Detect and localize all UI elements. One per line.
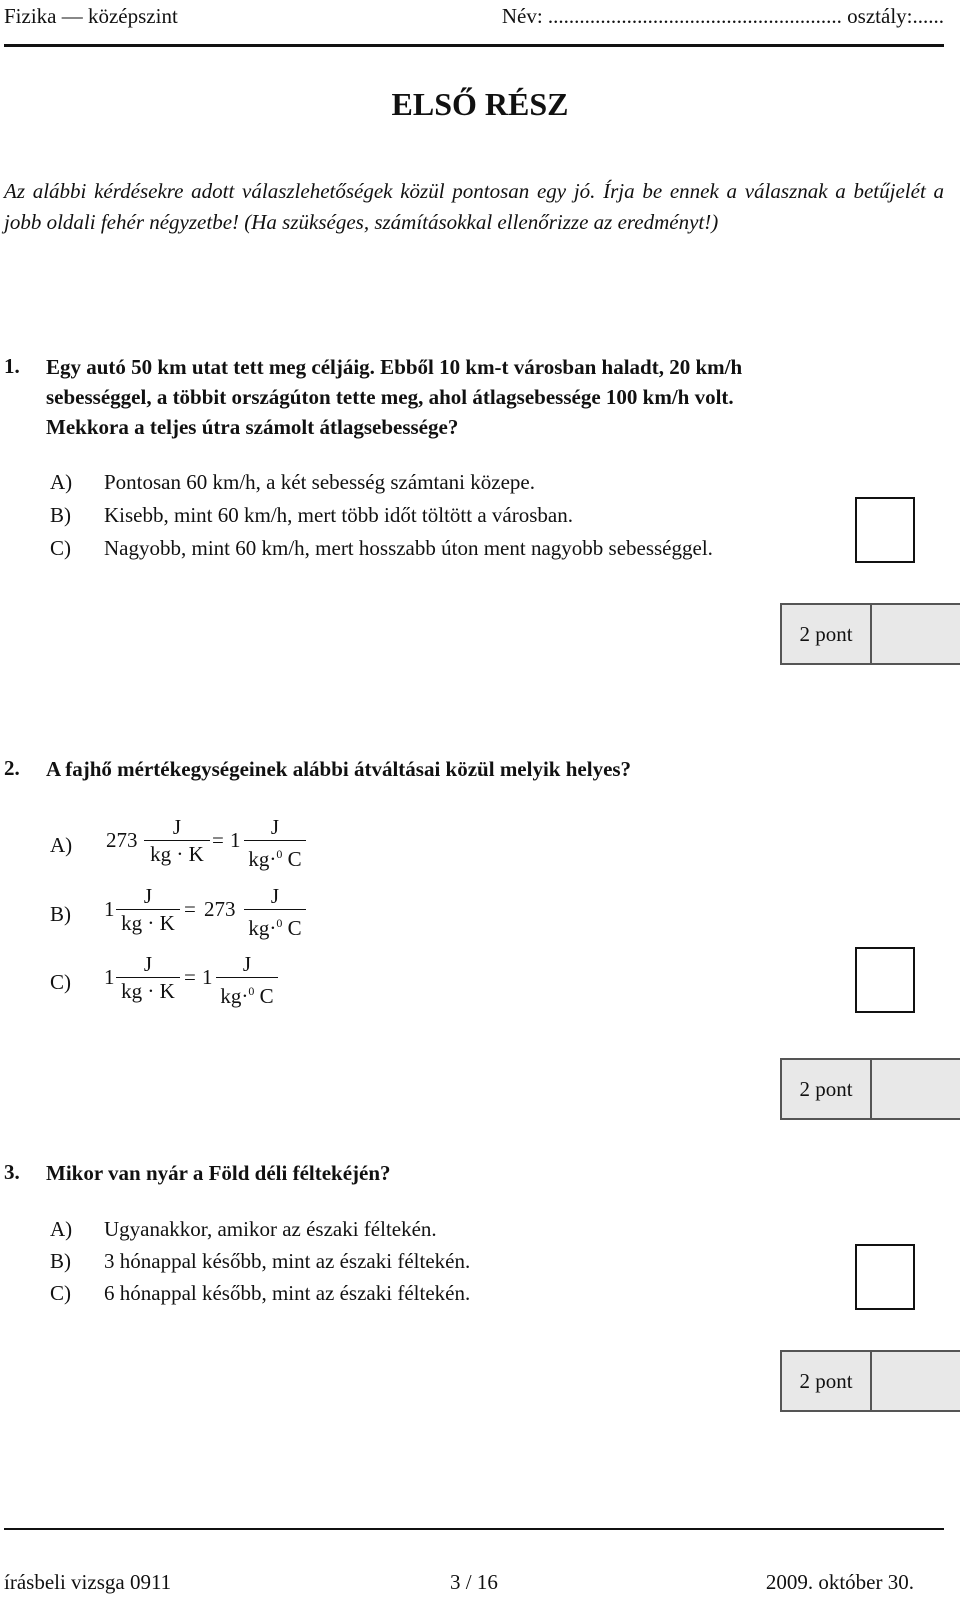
q2-b-equals: = — [184, 897, 196, 921]
q1-option-b-text: Kisebb, mint 60 km/h, mert több időt töltött a városban. — [104, 503, 573, 527]
page-title: ELSŐ RÉSZ — [391, 86, 569, 122]
question-1-line-1: Egy autó 50 km utat tett meg céljáig. Ebből 10 km-t városban haladt, 20 km/h — [46, 355, 743, 379]
q3-option-b-text: 3 hónappal később, mint az északi féltekén. — [104, 1249, 471, 1273]
q1-option-c-letter: C) — [50, 536, 71, 560]
q3-score-cell[interactable] — [872, 1352, 960, 1410]
q2-a-lhs-num: J — [172, 815, 182, 839]
q2-c-rhs-fraction — [216, 951, 278, 1008]
q2-b-lhs-num: J — [143, 884, 153, 908]
q3-option-a-text: Ugyanakkor, amikor az északi féltekén. — [104, 1217, 437, 1241]
question-1-number: 1. — [4, 354, 20, 378]
q2-a-lhs-fraction — [144, 814, 210, 867]
q2-option-b-letter: B) — [50, 902, 71, 926]
q2-a-lhs-den: kg · K — [150, 842, 204, 866]
q2-score-box — [780, 1058, 960, 1120]
footer-rule — [4, 1528, 944, 1530]
header-name-class: Név: ........................................................ osztály:...... — [501, 4, 944, 28]
q2-a-rhs-den: kg·$^0$ C — [248, 847, 302, 871]
header-rule — [4, 44, 944, 47]
q2-a-rhs-coef: 1 — [230, 828, 241, 852]
q2-b-rhs-num: J — [270, 884, 280, 908]
q2-b-rhs-coef: 273 — [204, 897, 236, 921]
q2-c-equals: = — [184, 965, 196, 989]
q2-b-rhs-fraction — [244, 883, 306, 940]
q3-score-box — [780, 1350, 960, 1412]
q2-score-cell[interactable] — [872, 1060, 960, 1118]
q2-c-rhs-coef: 1 — [202, 965, 213, 989]
question-3-number: 3. — [4, 1160, 20, 1184]
q2-c-lhs-coef: 1 — [104, 965, 115, 989]
q2-c-rhs-den: kg·$^0$ C — [220, 984, 274, 1008]
q2-c-lhs-num: J — [143, 952, 153, 976]
q2-a-lhs-coef: 273 — [106, 828, 138, 852]
q2-a-rhs-fraction — [244, 814, 306, 871]
q2-a-equals: = — [212, 828, 224, 852]
question-3-line-1: Mikor van nyár a Föld déli féltekéjén? — [46, 1161, 391, 1185]
q2-c-rhs-num: J — [242, 952, 252, 976]
q2-b-lhs-coef: 1 — [104, 897, 115, 921]
q2-b-lhs-den: kg · K — [121, 911, 175, 935]
q3-score-label: 2 pont — [782, 1352, 872, 1410]
q3-option-c-text: 6 hónappal később, mint az északi féltekén. — [104, 1281, 471, 1305]
q2-b-lhs-fraction — [116, 883, 180, 936]
q2-option-a-letter: A) — [50, 833, 73, 857]
footer-exam-id: írásbeli vizsga 0911 — [4, 1570, 172, 1594]
footer-date: 2009. október 30. — [765, 1570, 914, 1594]
q2-option-c-letter: C) — [50, 970, 71, 994]
header-subject: Fizika — középszint — [4, 4, 178, 28]
q3-option-a-letter: A) — [50, 1217, 73, 1241]
q2-c-lhs-fraction — [116, 951, 180, 1004]
q1-score-label: 2 pont — [782, 605, 872, 663]
q2-a-rhs-num: J — [270, 815, 280, 839]
q2-c-lhs-den: kg · K — [121, 979, 175, 1003]
q2-answer-box[interactable] — [855, 947, 915, 1013]
instructions: Az alábbi kérdésekre adott válaszlehetőségek közül pontosan egy jó. Írja be ennek a válasznak a betűjelét a jobb oldali fehér négyzetbe! (Ha szükséges, számításokkal ellenőrizze az eredményt!) — [4, 179, 944, 234]
q1-option-a-letter: A) — [50, 470, 73, 494]
q3-option-c-letter: C) — [50, 1281, 71, 1305]
question-2-line-1: A fajhő mértékegységeinek alábbi átváltásai közül melyik helyes? — [46, 757, 632, 781]
q1-score-box — [780, 603, 960, 665]
question-1-line-2: sebességgel, a többit országúton tette meg, ahol átlagsebessége 100 km/h volt. — [46, 385, 734, 409]
question-2-number: 2. — [4, 756, 20, 780]
q3-option-b-letter: B) — [50, 1249, 71, 1273]
q1-answer-box[interactable] — [855, 497, 915, 563]
q1-option-c-text: Nagyobb, mint 60 km/h, mert hosszabb úton ment nagyobb sebességgel. — [104, 536, 713, 560]
q1-score-cell[interactable] — [872, 605, 960, 663]
question-1-line-3: Mekkora a teljes útra számolt átlagsebessége? — [46, 415, 459, 439]
q3-answer-box[interactable] — [855, 1244, 915, 1310]
footer-page-number: 3 / 16 — [450, 1570, 498, 1594]
q2-b-rhs-den: kg·$^0$ C — [248, 916, 302, 940]
q2-score-label: 2 pont — [782, 1060, 872, 1118]
q1-option-b-letter: B) — [50, 503, 71, 527]
q1-option-a-text: Pontosan 60 km/h, a két sebesség számtani közepe. — [104, 470, 535, 494]
